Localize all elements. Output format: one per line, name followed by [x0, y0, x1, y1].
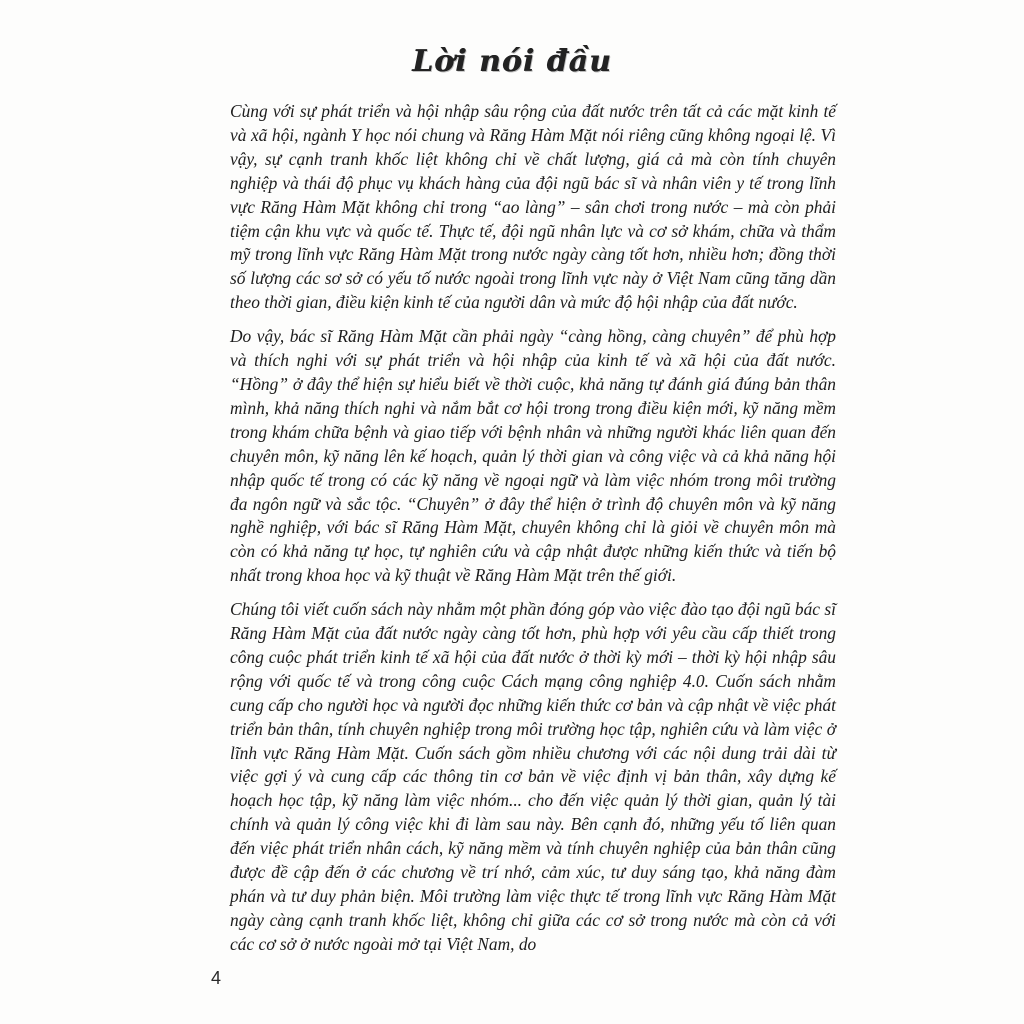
- page-number: 4: [211, 968, 222, 988]
- paragraph-2: Do vậy, bác sĩ Răng Hàm Mặt cần phải ngày “càng hồng, càng chuyên” để phù hợp và thích nghi với sự phát triển và hội nhập của kinh tế và xã hội của đất nước. “Hồng” ở đây thể hiện sự hiểu biết về thời cuộc, khả năng tự đánh giá đúng bản thân mình, khả năng thích nghi và nắm bắt cơ hội trong trong điều kiện mới, kỹ năng mềm trong khám chữa bệnh và giao tiếp với bệnh nhân và những người khác liên quan đến chuyên môn, kỹ năng lên kế hoạch, quản lý thời gian và công việc và cả khả năng hội nhập quốc tế trong có các kỹ năng về ngoại ngữ và làm việc nhóm trong môi trường đa ngôn ngữ và sắc tộc. “Chuyên” ở đây thể hiện ở trình độ chuyên môn và kỹ năng nghề nghiệp, với bác sĩ Răng Hàm Mặt, chuyên không chỉ là giỏi về chuyên môn mà còn có khả năng tự học, tự nghiên cứu và cập nhật được những kiến thức và tiến bộ nhất trong khoa học và kỹ thuật về Răng Hàm Mặt trên thế giới.: [230, 326, 836, 586]
- paragraph-1: Cùng với sự phát triển và hội nhập sâu rộng của đất nước trên tất cả các mặt kinh tế và xã hội, ngành Y học nói chung và Răng Hàm Mặt nói riêng cũng không ngoại lệ. Vì vậy, sự cạnh tranh khốc liệt không chỉ về chất lượng, giá cả mà còn tính chuyên nghiệp và thái độ phục vụ khách hàng của đội ngũ bác sĩ và nhân viên y tế trong lĩnh vực Răng Hàm Mặt không chỉ trong “ao làng” – sân chơi trong nước – mà còn phải tiệm cận khu vực và quốc tế. Thực tế, đội ngũ nhân lực và cơ sở khám, chữa và thẩm mỹ trong lĩnh vực Răng Hàm Mặt trong nước ngày càng tốt hơn, nhiều hơn; đồng thời số lượng các sơ sở có yếu tố nước ngoài trong lĩnh vực này ở Việt Nam cũng tăng dần theo thời gian, điều kiện kinh tế của người dân và mức độ hội nhập của đất nước.: [230, 101, 836, 313]
- preface-body: [230, 100, 836, 967]
- page-title: Lời nói đầu: [412, 44, 612, 79]
- paragraph-3: Chúng tôi viết cuốn sách này nhằm một phần đóng góp vào việc đào tạo đội ngũ bác sĩ Răng Hàm Mặt của đất nước ngày càng tốt hơn, phù hợp với yêu cầu cấp thiết trong công cuộc phát triển kinh tế xã hội của đất nước ở thời kỳ mới – thời kỳ hội nhập sâu rộng với quốc tế và trong công cuộc Cách mạng công nghiệp 4.0. Cuốn sách nhằm cung cấp cho người học và người đọc những kiến thức cơ bản và cập nhật về việc phát triển bản thân, tính chuyên nghiệp trong môi trường học tập, nghiên cứu và làm việc ở lĩnh vực Răng Hàm Mặt. Cuốn sách gồm nhiều chương với các nội dung trải dài từ việc gợi ý và cung cấp các thông tin cơ bản về việc định vị bản thân, xây dựng kế hoạch học tập, kỹ năng làm việc nhóm... cho đến việc quản lý thời gian, quản lý tài chính và quản lý công việc khi đi làm sau này. Bên cạnh đó, những yếu tố liên quan đến việc phát triển nhân cách, kỹ năng mềm và tính chuyên nghiệp của bản thân cũng được đề cập đến ở các chương về trí nhớ, cảm xúc, tư duy sáng tạo, khả năng đàm phán và tư duy phản biện. Môi trường làm việc thực tế trong lĩnh vực Răng Hàm Mặt ngày càng cạnh tranh khốc liệt, không chỉ giữa các cơ sở trong nước mà còn cả với các cơ sở ở nước ngoài mở tại Việt Nam, do: [230, 599, 836, 954]
